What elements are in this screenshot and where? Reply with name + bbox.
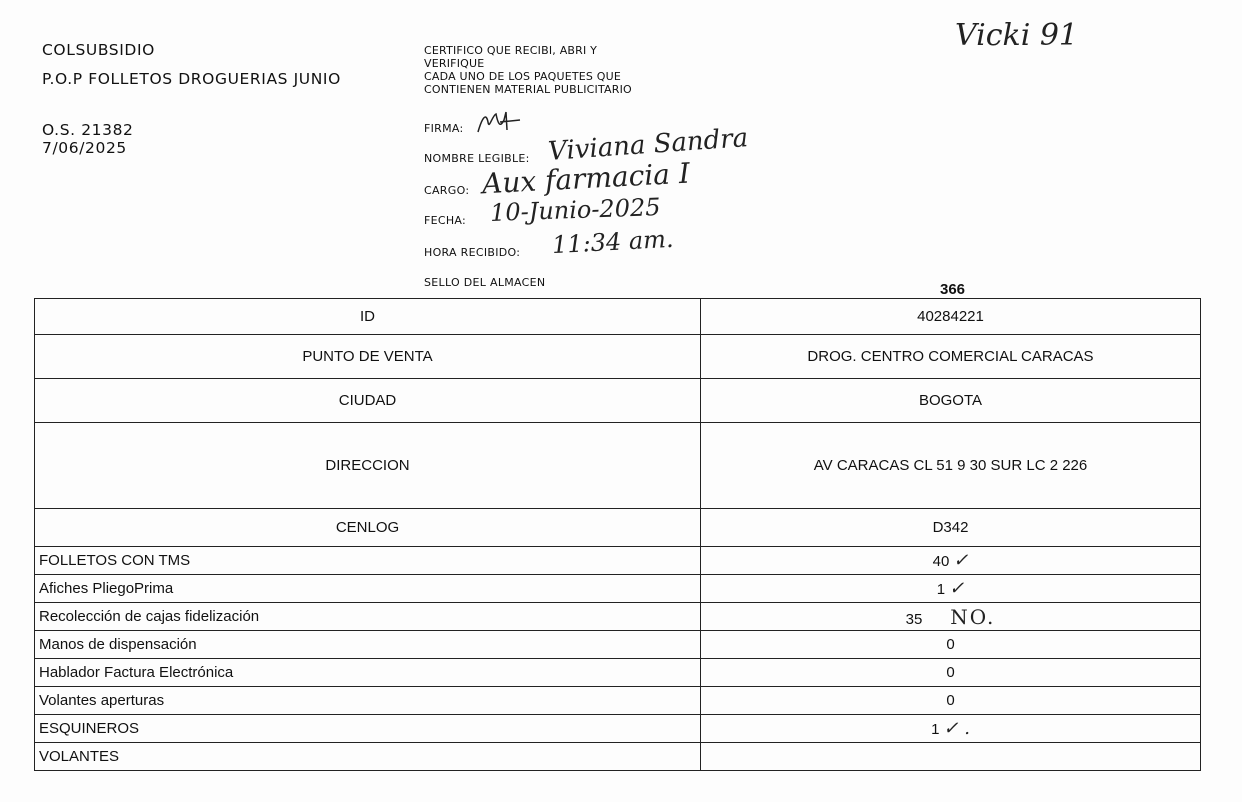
handwritten-mark: NO.	[950, 604, 996, 629]
item-qty: 40	[932, 553, 950, 570]
table-row	[35, 743, 1201, 771]
time-label: HORA RECIBIDO:	[424, 246, 521, 259]
certification-text	[424, 44, 684, 96]
info-value: D342	[701, 509, 1201, 547]
item-qty: 0	[946, 636, 955, 653]
table-row	[35, 547, 1201, 575]
table-row	[35, 299, 1201, 335]
item-qty: 35	[905, 610, 923, 628]
cert-line: CADA UNO DE LOS PAQUETES QUE	[424, 70, 622, 83]
table-row	[35, 509, 1201, 547]
header-block	[42, 36, 341, 157]
date-label: FECHA:	[424, 214, 467, 227]
table-row	[35, 335, 1201, 379]
info-label: PUNTO DE VENTA	[35, 335, 701, 379]
time-value: 11:34 am.	[551, 224, 675, 260]
info-label: CIUDAD	[35, 379, 701, 423]
signature-label: FIRMA:	[424, 122, 464, 135]
stamp-label: SELLO DEL ALMACEN	[424, 276, 546, 289]
name-value: Viviana Sandra	[547, 123, 750, 167]
sheet-number: 366	[940, 281, 966, 298]
table-row	[35, 687, 1201, 715]
order-number: O.S. 21382	[42, 121, 134, 139]
item-qty: 0	[946, 692, 955, 709]
role-value: Aux farmacia I	[481, 156, 691, 201]
table-row	[35, 715, 1201, 743]
checkmark-icon: ✓ .	[943, 718, 970, 739]
name-label: NOMBRE LEGIBLE:	[424, 152, 530, 165]
campaign-title: P.O.P FOLLETOS DROGUERIAS JUNIO	[42, 70, 341, 88]
item-label: Hablador Factura Electrónica	[35, 659, 701, 687]
info-value: BOGOTA	[701, 379, 1201, 423]
table-row	[35, 631, 1201, 659]
item-label: FOLLETOS CON TMS	[35, 547, 701, 575]
checkmark-icon: ✓	[949, 578, 965, 599]
table-row	[35, 603, 1201, 631]
document-date: 7/06/2025	[42, 139, 127, 157]
info-value: AV CARACAS CL 51 9 30 SUR LC 2 226	[701, 423, 1201, 509]
table-row	[35, 659, 1201, 687]
table-row	[35, 575, 1201, 603]
cert-line: CONTIENEN MATERIAL PUBLICITARIO	[424, 83, 632, 96]
date-value: 10-Junio-2025	[489, 193, 661, 227]
item-label: VOLANTES	[35, 743, 701, 771]
item-label: Recolección de cajas fidelización	[35, 603, 701, 631]
delivery-table	[34, 298, 1201, 771]
role-label: CARGO:	[424, 184, 470, 197]
item-qty: 0	[946, 664, 955, 681]
cert-line: VERIFIQUE	[424, 57, 485, 70]
item-label: Volantes aperturas	[35, 687, 701, 715]
info-label: DIRECCION	[35, 423, 701, 509]
signature-icon	[474, 108, 524, 142]
handwritten-note: Vicki 91	[955, 18, 1079, 53]
info-value: 40284221	[701, 299, 1201, 335]
item-label: ESQUINEROS	[35, 715, 701, 743]
info-label: ID	[35, 299, 701, 335]
item-qty: 1	[936, 581, 946, 598]
table-row	[35, 423, 1201, 509]
info-value: DROG. CENTRO COMERCIAL CARACAS	[701, 335, 1201, 379]
info-label: CENLOG	[35, 509, 701, 547]
item-label: Afiches PliegoPrima	[35, 575, 701, 603]
item-qty: 1	[931, 721, 940, 738]
table-row	[35, 379, 1201, 423]
cert-line: CERTIFICO QUE RECIBI, ABRI Y	[424, 44, 598, 57]
company-name: COLSUBSIDIO	[42, 41, 155, 59]
checkmark-icon: ✓	[953, 550, 969, 571]
item-label: Manos de dispensación	[35, 631, 701, 659]
